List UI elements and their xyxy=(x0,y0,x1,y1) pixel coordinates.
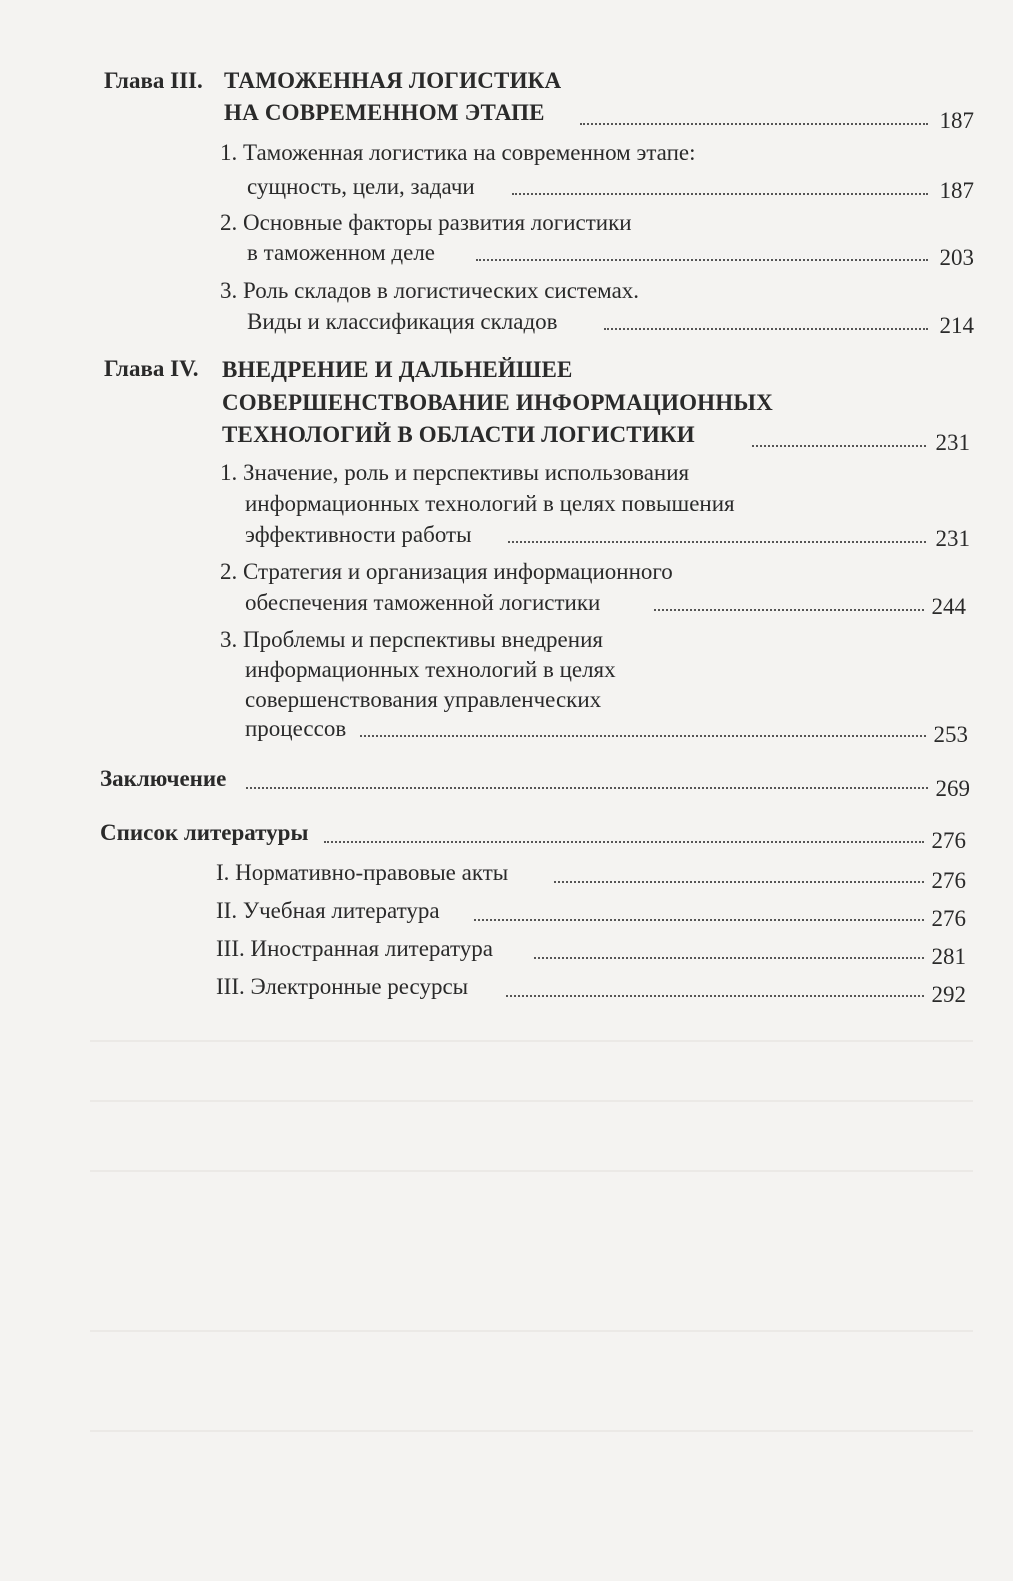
section-4-3-line: 3. Проблемы и перспективы внедрения xyxy=(220,627,603,652)
show-through-line xyxy=(90,1170,973,1172)
page-number: 244 xyxy=(931,594,966,619)
leader-dots xyxy=(534,955,924,959)
show-through-line xyxy=(90,1430,973,1432)
page-number: 269 xyxy=(935,776,970,801)
section-4-2-line: обеспечения таможенной логистики xyxy=(245,590,601,615)
page-number: 187 xyxy=(939,178,974,203)
bibliography-title: Список литературы xyxy=(100,820,309,845)
leader-dots xyxy=(474,917,924,921)
section-3-3-line: 3. Роль складов в логистических системах. xyxy=(220,278,640,303)
section-3-2-line: в таможенном деле xyxy=(247,240,436,265)
show-through-line xyxy=(90,1040,973,1042)
section-4-3-line: процессов xyxy=(245,716,347,741)
show-through-line xyxy=(90,1330,973,1332)
bibliography-item: I. Нормативно-правовые акты xyxy=(216,860,509,885)
leader-dots xyxy=(554,879,924,883)
page-number: 231 xyxy=(935,430,970,455)
page-number: 276 xyxy=(931,906,966,931)
section-4-3-line: совершенствования управленческих xyxy=(245,687,602,712)
leader-dots xyxy=(752,443,926,447)
leader-dots xyxy=(360,733,926,737)
page-number: 276 xyxy=(931,868,966,893)
chapter-4-title-line: СОВЕРШЕНСТВОВАНИЕ ИНФОРМАЦИОННЫХ xyxy=(222,390,773,415)
chapter-3-label: Глава III. xyxy=(104,68,203,93)
page-number: 187 xyxy=(939,108,974,133)
leader-dots xyxy=(508,539,926,543)
page-number: 203 xyxy=(939,245,974,270)
bibliography-item: III. Электронные ресурсы xyxy=(216,974,469,999)
section-4-3-line: информационных технологий в целях xyxy=(245,657,616,682)
section-3-1-line: сущность, цели, задачи xyxy=(247,174,475,199)
leader-dots xyxy=(580,121,928,125)
page-number: 231 xyxy=(935,526,970,551)
leader-dots xyxy=(604,326,928,330)
section-4-1-line: информационных технологий в целях повышения xyxy=(245,491,735,516)
page-number: 292 xyxy=(931,982,966,1007)
chapter-4-title-line: ТЕХНОЛОГИЙ В ОБЛАСТИ ЛОГИСТИКИ xyxy=(222,422,695,447)
page-number: 281 xyxy=(931,944,966,969)
show-through-line xyxy=(90,1100,973,1102)
leader-dots xyxy=(506,993,924,997)
conclusion-title: Заключение xyxy=(100,766,227,791)
section-4-2-line: 2. Стратегия и организация информационного xyxy=(220,559,673,584)
bibliography-item: III. Иностранная литература xyxy=(216,936,493,961)
chapter-4-title-line: ВНЕДРЕНИЕ И ДАЛЬНЕЙШЕЕ xyxy=(222,357,573,382)
bibliography-item: II. Учебная литература xyxy=(216,898,440,923)
leader-dots xyxy=(324,839,924,843)
leader-dots xyxy=(512,191,928,195)
chapter-4-label: Глава IV. xyxy=(104,356,199,381)
section-4-1-line: 1. Значение, роль и перспективы использования xyxy=(220,460,690,485)
leader-dots xyxy=(246,785,928,789)
chapter-3-title-line: ТАМОЖЕННАЯ ЛОГИСТИКА xyxy=(224,68,562,93)
page-number: 253 xyxy=(933,722,968,747)
chapter-3-title-line: НА СОВРЕМЕННОМ ЭТАПЕ xyxy=(224,100,545,125)
section-3-3-line: Виды и классификация складов xyxy=(247,309,558,334)
section-3-1-line: 1. Таможенная логистика на современном этапе: xyxy=(220,140,696,165)
page-number: 214 xyxy=(939,313,974,338)
page-number: 276 xyxy=(931,828,966,853)
leader-dots xyxy=(654,607,924,611)
section-3-2-line: 2. Основные факторы развития логистики xyxy=(220,210,632,235)
section-4-1-line: эффективности работы xyxy=(245,522,472,547)
leader-dots xyxy=(476,257,928,261)
